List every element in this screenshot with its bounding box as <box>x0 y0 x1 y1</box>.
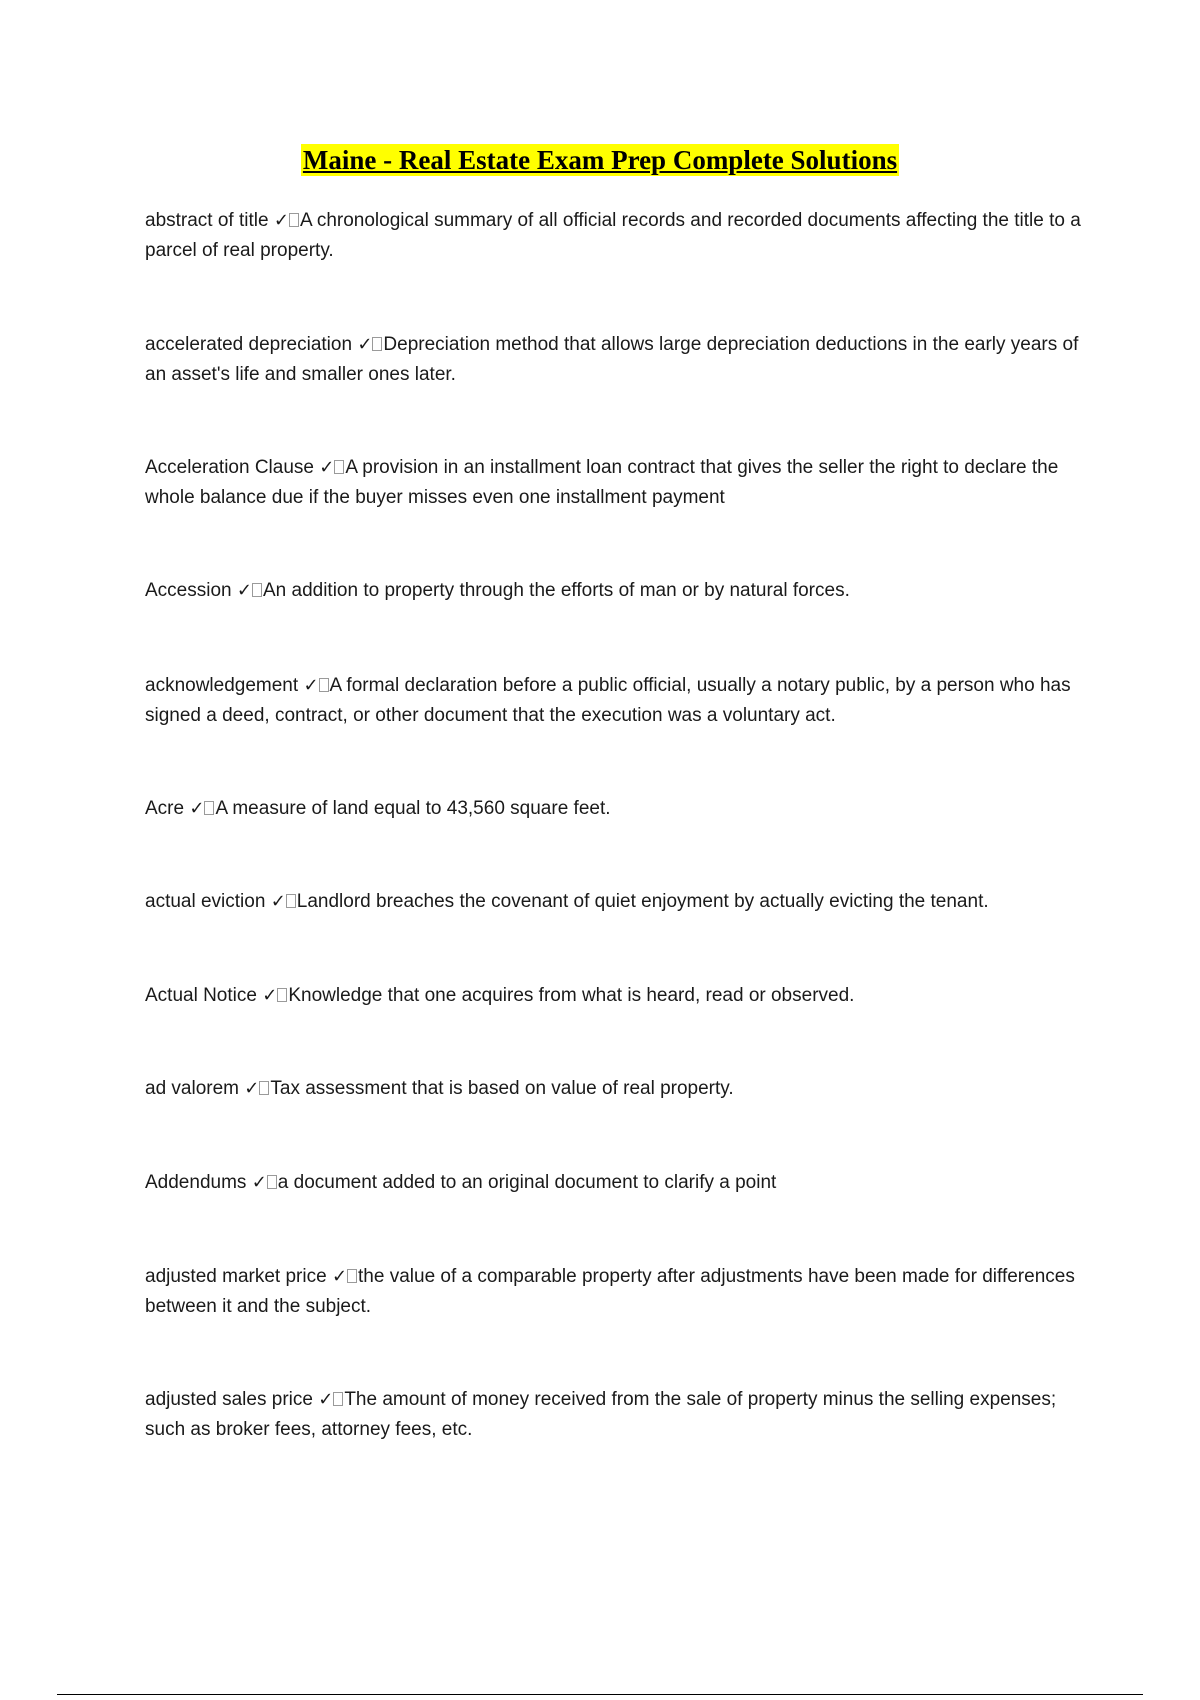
box-icon <box>372 337 382 351</box>
check-icon: ✓ <box>270 891 286 912</box>
entry-term: Actual Notice <box>145 985 257 1006</box>
glossary-entry <box>145 453 1090 513</box>
entry-term: Acceleration Clause <box>145 457 314 478</box>
entry-term: Accession <box>145 580 232 601</box>
glossary-entry <box>145 206 1090 266</box>
entry-definition: A formal declaration before a public official, usually a notary public, by a person who has signed a deed, contract, or other document that the execution was a voluntary act. <box>145 675 1071 726</box>
box-icon <box>333 1392 343 1406</box>
check-icon: ✓ <box>357 334 373 355</box>
box-icon <box>319 678 329 692</box>
glossary-entry <box>145 1262 1090 1322</box>
entry-definition: A chronological summary of all official records and recorded documents affecting the title to a parcel of real property. <box>145 210 1081 261</box>
entry-definition: a document added to an original document to clarify a point <box>277 1172 777 1193</box>
title-wrap <box>0 144 1200 176</box>
box-icon <box>286 894 296 908</box>
check-icon: ✓ <box>303 675 319 696</box>
entry-term: actual eviction <box>145 891 266 912</box>
glossary-entry <box>145 1385 1090 1445</box>
check-icon: ✓ <box>236 580 252 601</box>
entry-term: adjusted market price <box>145 1266 327 1287</box>
check-icon: ✓ <box>251 1172 267 1193</box>
entry-definition: A measure of land equal to 43,560 square feet. <box>215 798 611 819</box>
check-icon: ✓ <box>273 210 289 231</box>
entry-term: accelerated depreciation <box>145 334 353 355</box>
glossary-entry <box>145 576 1090 606</box>
box-icon <box>289 213 299 227</box>
box-icon <box>259 1081 269 1095</box>
box-icon <box>252 583 262 597</box>
box-icon <box>334 460 344 474</box>
box-icon <box>347 1269 357 1283</box>
box-icon <box>204 801 214 815</box>
page-title: Maine - Real Estate Exam Prep Complete Solutions <box>302 145 898 175</box>
check-icon: ✓ <box>318 1389 334 1410</box>
glossary-entry <box>145 1168 1090 1198</box>
entry-definition: Knowledge that one acquires from what is heard, read or observed. <box>288 985 855 1006</box>
entry-term: adjusted sales price <box>145 1389 313 1410</box>
glossary-entry <box>145 887 1090 917</box>
entry-definition: Tax assessment that is based on value of real property. <box>270 1078 734 1099</box>
box-icon <box>277 988 287 1002</box>
entry-definition: Landlord breaches the covenant of quiet enjoyment by actually evicting the tenant. <box>296 891 989 912</box>
check-icon: ✓ <box>244 1078 260 1099</box>
entry-term: Acre <box>145 798 185 819</box>
check-icon: ✓ <box>262 985 278 1006</box>
check-icon: ✓ <box>189 798 205 819</box>
entry-term: Addendums <box>145 1172 247 1193</box>
glossary-entry <box>145 1074 1090 1104</box>
glossary-entry <box>145 981 1090 1011</box>
glossary-entry <box>145 671 1090 731</box>
check-icon: ✓ <box>331 1266 348 1287</box>
box-icon <box>267 1175 277 1189</box>
glossary-entry <box>145 330 1090 390</box>
entry-definition: A provision in an installment loan contract that gives the seller the right to declare the whole balance due if the buyer misses even one installment payment <box>145 457 1059 508</box>
check-icon: ✓ <box>319 457 335 478</box>
entry-definition: The amount of money received from the sale of property minus the selling expenses; such as broker fees, attorney fees, etc. <box>145 1389 1057 1440</box>
entry-term: ad valorem <box>145 1078 239 1099</box>
footer-rule <box>57 1694 1143 1695</box>
glossary-entry <box>145 794 1090 824</box>
entry-term: abstract of title <box>145 210 269 231</box>
entry-definition: An addition to property through the efforts of man or by natural forces. <box>262 580 850 601</box>
entry-definition: Depreciation method that allows large depreciation deductions in the early years of an asset's life and smaller ones later. <box>145 334 1079 385</box>
entry-definition: the value of a comparable property after adjustments have been made for differences between it and the subject. <box>145 1266 1075 1317</box>
entry-term: acknowledgement <box>145 675 299 696</box>
